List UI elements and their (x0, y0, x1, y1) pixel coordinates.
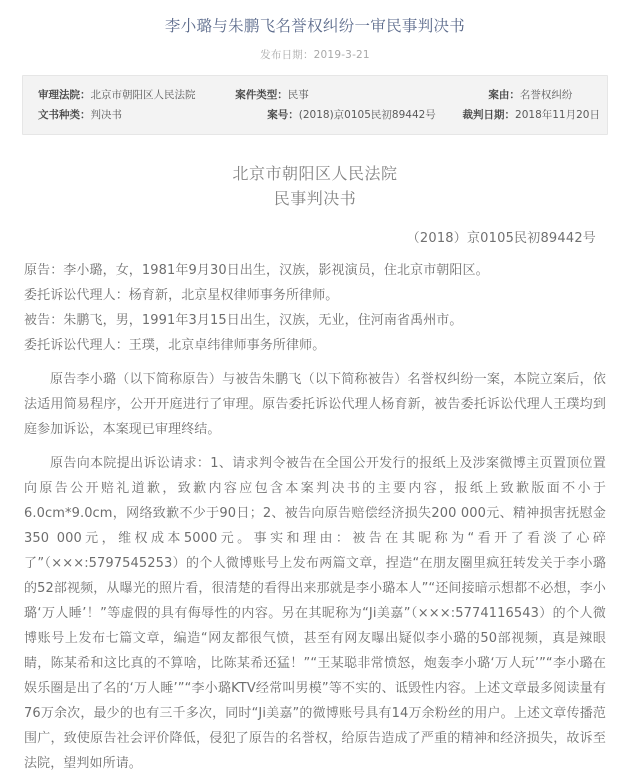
metadata-label: 裁判日期： (462, 108, 516, 121)
court-heading (22, 135, 608, 211)
metadata-field-court (23, 85, 235, 105)
metadata-value: 判决书 (90, 108, 122, 121)
party-plaintiff-agent: 委托诉讼代理人：杨育新，北京星权律师事务所律师。 (24, 287, 339, 303)
party-defendant-agent: 委托诉讼代理人：王璞，北京卓纬律师事务所律师。 (24, 337, 326, 353)
party-plaintiff: 原告：李小璐，女，1981年9月30日出生，汉族，影视演员，住北京市朝阳区。 (24, 262, 489, 278)
metadata-value: 2018年11月20日 (515, 108, 600, 121)
metadata-field-judgment-date (463, 105, 607, 125)
metadata-field-cause-of-action (462, 85, 607, 105)
metadata-value: (2018)京0105民初89442号 (298, 108, 436, 121)
metadata-row (23, 85, 607, 105)
document-type-heading: 民事判决书 (273, 188, 357, 208)
party-defendant: 被告：朱鹏飞，男，1991年3月15日出生，汉族，无业，住河南省禹州市。 (24, 312, 463, 328)
procedural-history-paragraph: 原告李小璐（以下简称原告）与被告朱鹏飞（以下简称被告）名誉权纠纷一案，本院立案后，依法适用简易程序，公开开庭进行了审理。原告委托诉讼代理人杨育新，被告委托诉讼代理人王璞均到庭参加诉讼，本案现已审理终结。 (24, 371, 606, 437)
metadata-field-document-type (23, 105, 235, 125)
plaintiff-claims-paragraph: 原告向本院提出诉讼请求：1、请求判令被告在全国公开发行的报纸上及涉案微博主页置顶位置向原告公开赔礼道歉，致歉内容应包含本案判决书的主要内容，报纸上致歉版面不小于6.0cm*9.0cm，网络致歉不少于90日；2、被告向原告赔偿经济损失200 000元、精神损害抚慰金350 000元，维权成本5000元。事实和理由：被告在其昵称为“看开了看淡了心碎了”（×××:5797545253）的个人微博账号上发布两篇文章，捏造“在朋友圈里疯狂转发关于李小璐的52部视频，从曝光的照片看，很清楚的看得出来那就是李小璐本人”“还间接暗示想都不必想，李小璐‘万人睡’！”等虚假的具有侮辱性的内容。另在其昵称为“Ji美嘉”（×××:5774116543）的个人微博账号上发布七篇文章，编造“网友都很气愤，甚至有网友曝出疑似李小璐的50部视频，真是辣眼睛，陈某希和这比真的不算啥，比陈某希还猛！”“王某聪非常愤怒，炮轰李小璐‘万人玩’”“李小璐在娱乐圈是出了名的‘万人睡’”“李小璐KTV经常叫男模”等不实的、诋毁性内容。上述文章最多阅读量有76万余次，最少的也有三千多次，同时“Ji美嘉”的微博账号具有14万余粉丝的用户。上述文章传播范围广，致使原告社会评价降低，侵犯了原告的名誉权，给原告造成了严重的精神和经济损失，故诉至法院，望判如所请。 (24, 455, 606, 771)
page-title: 李小璐与朱鹏飞名誉权纠纷一审民事判决书 (164, 17, 466, 35)
metadata-label: 案由： (488, 88, 520, 101)
publish-date: 发布日期：2019-3-21 (260, 48, 370, 61)
court-name: 北京市朝阳区人民法院 (232, 163, 398, 183)
metadata-row (23, 105, 607, 125)
metadata-label: 案号： (267, 108, 299, 121)
document-body (0, 135, 630, 776)
metadata-label: 文书种类： (38, 108, 91, 121)
metadata-field-case-number (235, 105, 462, 125)
metadata-value: 民事 (287, 88, 309, 101)
case-number: （2018）京0105民初89442号 (406, 230, 596, 246)
case-metadata-panel (22, 75, 608, 135)
metadata-value: 名誉权纠纷 (519, 88, 573, 101)
metadata-field-case-type (235, 85, 462, 105)
metadata-value: 北京市朝阳区人民法院 (90, 88, 196, 101)
metadata-label: 案件类型： (235, 88, 288, 101)
metadata-label: 审理法院： (38, 88, 91, 101)
